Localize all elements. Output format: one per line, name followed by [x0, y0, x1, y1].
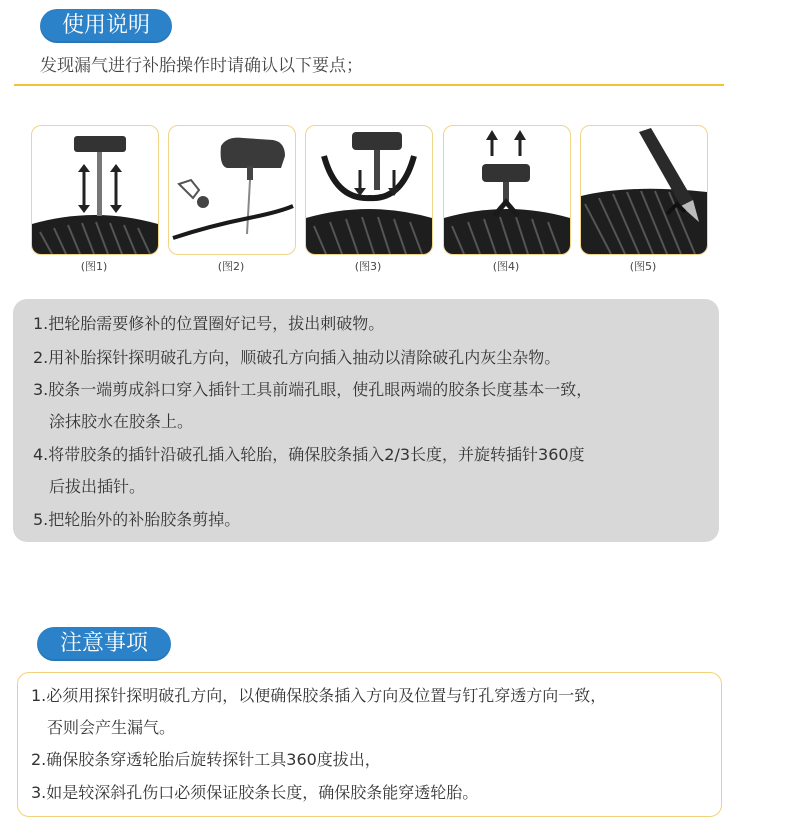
instruction-line: 3.胶条一端剪成斜口穿入插针工具前端孔眼，使孔眼两端的胶条长度基本一致，	[33, 380, 593, 399]
instruction-line: 5.把轮胎外的补胎胶条剪掉。	[33, 510, 241, 529]
note-line: 1.必须用探针探明破孔方向，以便确保胶条插入方向及位置与钉孔穿透方向一致，	[31, 686, 607, 705]
instruction-line: 1.把轮胎需要修补的位置圈好记号，拔出刺破物。	[33, 314, 385, 333]
step-1-caption: (图1)	[80, 260, 108, 273]
usage-title: 使用说明	[40, 9, 172, 43]
step-4-caption: (图4)	[492, 260, 520, 273]
instruction-line: 2.用补胎探针探明破孔方向，顺破孔方向插入抽动以清除破孔内灰尘杂物。	[33, 348, 561, 367]
notes-title: 注意事项	[37, 627, 171, 661]
instruction-line: 涂抹胶水在胶条上。	[49, 412, 194, 431]
step-4-illustration	[443, 125, 571, 255]
step-5-caption: (图5)	[629, 260, 657, 273]
step-2-illustration	[168, 125, 296, 255]
note-line: 否则会产生漏气。	[47, 718, 176, 737]
step-3-caption: (图3)	[354, 260, 382, 273]
section-divider	[14, 84, 724, 86]
step-5-illustration	[580, 125, 708, 255]
step-2-caption: (图2)	[217, 260, 245, 273]
note-line: 3.如是较深斜孔伤口必须保证胶条长度，确保胶条能穿透轮胎。	[31, 783, 479, 802]
step-1-illustration	[31, 125, 159, 255]
instruction-line: 4.将带胶条的插针沿破孔插入轮胎，确保胶条插入2/3长度，并旋转插针360度	[33, 445, 585, 464]
note-line: 2.确保胶条穿透轮胎后旋转探针工具360度拔出，	[31, 750, 381, 769]
instruction-line: 后拔出插针。	[49, 477, 146, 496]
step-3-illustration	[305, 125, 433, 255]
usage-subtitle: 发现漏气进行补胎操作时请确认以下要点；	[40, 56, 363, 76]
